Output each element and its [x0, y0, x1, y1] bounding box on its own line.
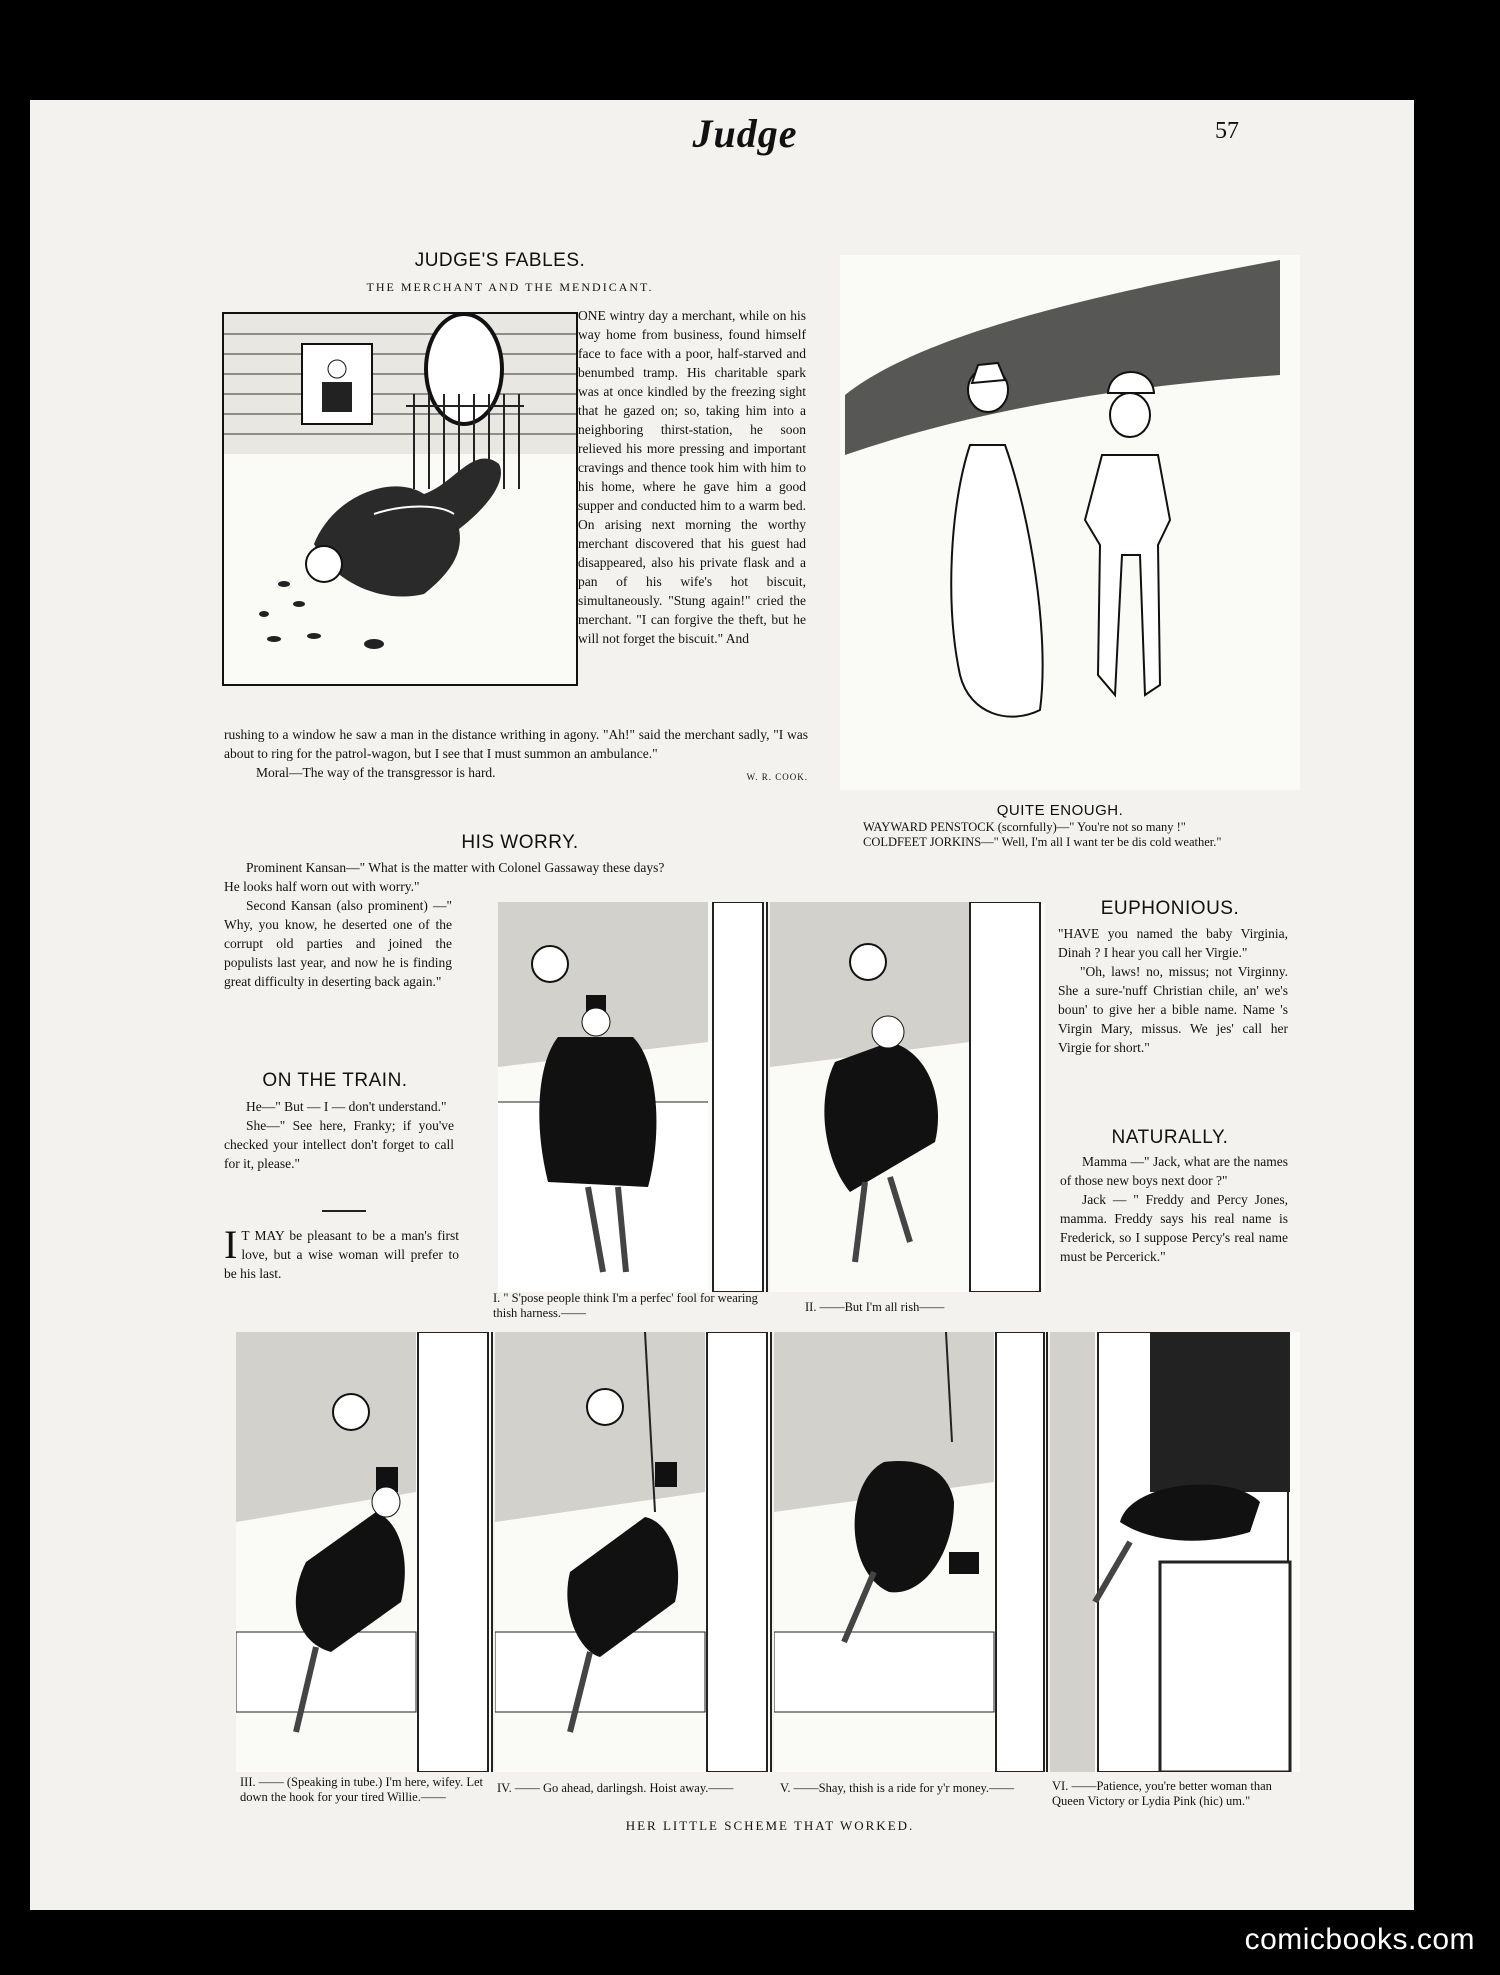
fable-drawing: [224, 314, 576, 684]
panel-5: [774, 1332, 1048, 1772]
quite-enough-title: QUITE ENOUGH.: [996, 802, 1124, 819]
panel-2-caption: II. ——But I'm all rish——: [805, 1300, 945, 1314]
divider: [322, 1210, 366, 1212]
euphonious-text: [1058, 924, 1288, 1057]
watermark: comicbooks.com: [1244, 1923, 1475, 1956]
naturally-text: [1060, 1152, 1288, 1266]
his-worry-reply: Second Kansan (also prominent) —" Why, you know, he deserted one of the corrupt old parties and joined the populists last year, and now he is finding great difficulty in deserting back again.": [224, 898, 452, 989]
panel-1-caption: I. " S'pose people think I'm a perfec' fool for wearing thish harness.——: [493, 1291, 758, 1320]
fable-paragraph-bottom: rushing to a window he saw a man in the distance writhing in agony. "Ah!" said the merchant sadly, "I was about to ring for the patrol-wagon, but I see that I must summon an ambulance.": [224, 727, 808, 761]
panel-4-caption: IV. —— Go ahead, darlingsh. Hoist away.——: [497, 1781, 734, 1795]
his-worry-first-line: [224, 858, 814, 877]
fable-moral: Moral—The way of the transgressor is hard.: [256, 765, 496, 780]
panel-5-caption: V. ——Shay, thish is a ride for y'r money.——: [780, 1781, 1015, 1795]
quite-enough-illustration: [840, 255, 1300, 790]
on-the-train-title: ON THE TRAIN.: [262, 1070, 408, 1091]
fables-subtitle: THE MERCHANT AND THE MENDICANT.: [366, 280, 654, 294]
panel-2-drawing: [770, 902, 1045, 1292]
fable-byline: W. R. COOK.: [746, 772, 808, 782]
naturally-mamma: Mamma —" Jack, what are the names of those new boys next door ?": [1060, 1154, 1288, 1188]
first-love-text: [224, 1222, 459, 1283]
panel-6: [1050, 1332, 1300, 1772]
on-the-train-he: He—" But — I — don't understand.": [246, 1099, 447, 1114]
fable-illustration: [222, 312, 578, 686]
panel-3-caption: III. —— (Speaking in tube.) I'm here, wifey. Let down the hook for your tired Willie.——: [240, 1775, 484, 1804]
quite-enough-line1: WAYWARD PENSTOCK (scornfully)—" You're not so many !": [863, 820, 1186, 834]
his-worry-line2: He looks half worn out with worry.": [224, 879, 420, 894]
his-worry-text: [224, 877, 452, 991]
naturally-title: NATURALLY.: [1111, 1127, 1229, 1148]
page-number: 57: [1215, 118, 1239, 144]
quite-enough-caption: [845, 820, 1285, 850]
euphonious-question: "HAVE you named the baby Virginia, Dinah ? I hear you call her Virgie.": [1058, 926, 1288, 960]
first-love-body: T MAY be pleasant to be a man's first love, but a wise woman will prefer to be his last.: [224, 1228, 459, 1281]
quite-enough-drawing: [840, 255, 1300, 790]
on-the-train-text: [224, 1097, 454, 1173]
fable-paragraph-top: ONE wintry day a merchant, while on his way home from business, found himself face to face with a poor, half-starved and benumbed tramp. His charitable spark was at once kindled by the freezing sight that he gazed on; so, taking him into a neighboring thirst-station, he soon relieved his more pressing and important cravings and thence took him with him to his home, where he gave him a good supper and conducted him to a warm bed. On arising next morning the worthy merchant discovered that his guest had disappeared, also his private flask and a pan of his wife's hot biscuit, simultaneously. "Stung again!" cried the merchant. "I can forgive the theft, but he will not forget the biscuit." And: [578, 308, 806, 646]
fable-text-bottom: [224, 725, 808, 787]
first-love-dropcap: I: [224, 1222, 238, 1267]
panel-4-drawing: [495, 1332, 770, 1772]
quite-enough-line2: COLDFEET JORKINS—" Well, I'm all I want ter be dis cold weather.": [863, 835, 1222, 849]
panel-6-caption: VI. ——Patience, you're better woman than Queen Victory or Lydia Pink (hic) um.": [1052, 1779, 1272, 1808]
panel-3: [236, 1332, 493, 1772]
his-worry-title: HIS WORRY.: [461, 832, 579, 853]
panel-1-drawing: [498, 902, 766, 1292]
panel-4: [495, 1332, 772, 1772]
panel-1: [498, 902, 768, 1292]
fable-text-right: [578, 306, 806, 648]
fables-title: JUDGE'S FABLES.: [414, 250, 586, 271]
naturally-jack: Jack — " Freddy and Percy Jones, mamma. Freddy says his real name is Frederick, so I suppose Percy's real name must be Percerick.": [1060, 1192, 1288, 1264]
panel-2: [770, 902, 1045, 1292]
panel-5-drawing: [774, 1332, 1046, 1772]
euphonious-answer: "Oh, laws! no, missus; not Virginny. She a sure-'nuff Christian chile, an' we's boun' to give her a bible name. Name 's Virgin Mary, missus. We jes' call her Virgie for short.": [1058, 964, 1288, 1055]
comic-title: HER LITTLE SCHEME THAT WORKED.: [625, 1818, 915, 1833]
on-the-train-she: She—" See here, Franky; if you've checked your intellect don't forget to call for it, please.": [224, 1118, 454, 1171]
his-worry-line1: Prominent Kansan—" What is the matter with Colonel Gassaway these days?: [246, 860, 665, 875]
panel-3-drawing: [236, 1332, 491, 1772]
euphonious-title: EUPHONIOUS.: [1100, 898, 1240, 919]
masthead-logo: Judge: [692, 111, 798, 156]
panel-6-drawing: [1050, 1332, 1300, 1772]
